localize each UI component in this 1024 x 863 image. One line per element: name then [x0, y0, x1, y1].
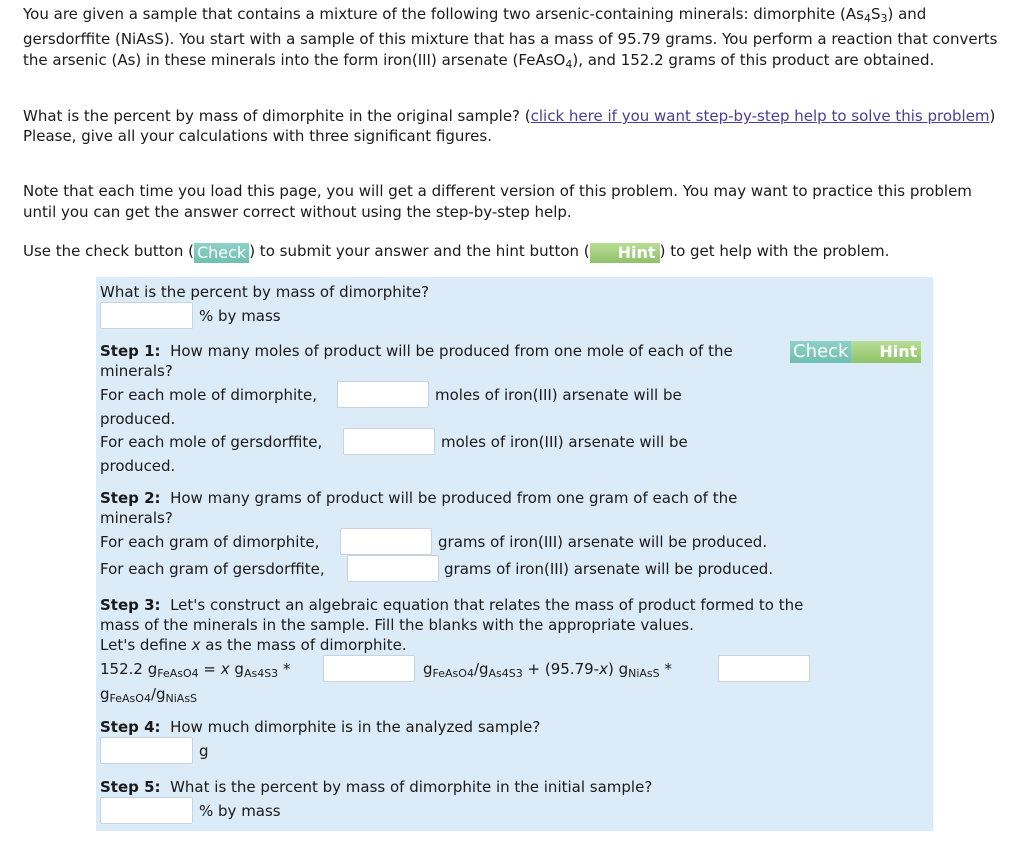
step1-row2-suffix: moles of iron(III) arsenate will be [441, 433, 688, 451]
intro-text-d: ), and 152.2 grams of this product are obtained. [572, 51, 935, 69]
step1-row1-end: produced. [100, 410, 176, 428]
problem-statement [23, 4, 1008, 75]
step5-text: What is the percent by mass of dimorphite in the initial sample? [170, 778, 653, 796]
step1-text: How many moles of product will be produced from one mole of each of the [170, 342, 733, 360]
button-instructions [23, 239, 1008, 263]
eq-g: g [229, 660, 244, 678]
step2-row2-label: For each gram of gersdorffite, [100, 560, 325, 578]
subscript: FeAsO4 [432, 667, 474, 680]
gersdorffite-grams-input[interactable] [347, 555, 439, 582]
step5-percent-input[interactable] [100, 797, 193, 824]
eq-product-mass: 152.2 g [100, 660, 158, 678]
step1-heading [100, 341, 733, 361]
practice-note [23, 181, 1008, 223]
hint-button[interactable]: Hint [851, 341, 921, 363]
variable-x: x [191, 636, 201, 654]
variable-x: x [599, 660, 608, 678]
step1-row2-end: produced. [100, 457, 176, 475]
step1-row2-label: For each mole of gersdorffite, [100, 433, 323, 451]
usebar-text-c: ) to get help with the problem. [659, 242, 890, 260]
eq-g: g [100, 685, 110, 703]
step1-row1-suffix: moles of iron(III) arsenate will be [435, 386, 682, 404]
gersdorffite-factor-input[interactable] [718, 655, 810, 682]
step5-unit: % by mass [199, 802, 281, 820]
dimorphite-mass-input[interactable] [100, 737, 193, 764]
step3-define-end: as the mass of dimorphite. [200, 636, 407, 654]
eq-g: ) g [607, 660, 629, 678]
subscript: 4 [565, 58, 573, 71]
step4-label: Step 4: [100, 718, 161, 736]
step3-heading [100, 595, 803, 615]
variable-x: x [220, 660, 230, 678]
intro-text-b: S [870, 5, 881, 23]
eq-g: g [423, 660, 433, 678]
step3-text3 [100, 635, 407, 655]
step5-heading [100, 777, 652, 797]
dimorphite-factor-input[interactable] [323, 655, 415, 682]
step4-text: How much dimorphite is in the analyzed sample? [170, 718, 541, 736]
eq-equals: = [198, 660, 221, 678]
eq-per-g: /g [473, 660, 489, 678]
eq-times: * [278, 660, 291, 678]
step2-text: How many grams of product will be produced from one gram of each of the [170, 489, 738, 507]
step2-heading [100, 488, 737, 508]
question-text: What is the percent by mass of dimorphite in the original sample? ( [23, 107, 531, 125]
note-text: Note that each time you load this page, you will get a different version of this problem. You may want to practice this problem until you can get the answer correct without using the step-by-step help. [23, 182, 972, 221]
question-block [23, 106, 1008, 146]
subscript: 4 [863, 12, 871, 25]
gersdorffite-moles-input[interactable] [343, 428, 435, 455]
sample-hint-button: Hint [590, 243, 660, 263]
step-by-step-help-link[interactable]: click here if you want step-by-step help to solve this problem [530, 107, 990, 125]
equation-left [100, 659, 290, 684]
equation-unit [100, 684, 197, 709]
sample-check-button: Check [194, 243, 249, 263]
eq-times: * [659, 660, 672, 678]
percent-answer-input[interactable] [100, 302, 193, 329]
step1-buttons [790, 341, 921, 363]
check-button[interactable]: Check [790, 341, 851, 363]
subscript: FeAsO4 [109, 692, 151, 705]
step1-row1-label: For each mole of dimorphite, [100, 386, 318, 404]
sigfig-instruction: Please, give all your calculations with three significant figures. [23, 127, 492, 145]
subscript: FeAsO4 [157, 667, 199, 680]
step2-text2: minerals? [100, 509, 173, 527]
step1-label: Step 1: [100, 342, 161, 360]
usebar-text-a: Use the check button ( [23, 242, 194, 260]
subscript: 3 [880, 12, 888, 25]
dimorphite-moles-input[interactable] [337, 381, 429, 408]
step4-heading [100, 717, 540, 737]
step1-text2: minerals? [100, 362, 173, 380]
main-question: What is the percent by mass of dimorphite? [100, 283, 430, 301]
subscript: NiAsS [628, 667, 660, 680]
step4-unit: g [199, 742, 209, 760]
step3-define: Let's define [100, 636, 192, 654]
percent-unit: % by mass [199, 307, 281, 325]
eq-per-g: /g [150, 685, 166, 703]
eq-plus: + (95.79- [522, 660, 600, 678]
equation-middle [423, 659, 672, 684]
step2-row1-suffix: grams of iron(III) arsenate will be produced. [438, 533, 768, 551]
step5-label: Step 5: [100, 778, 161, 796]
dimorphite-grams-input[interactable] [340, 528, 432, 555]
usebar-text-b: ) to submit your answer and the hint button ( [249, 242, 590, 260]
intro-text-a: You are given a sample that contains a mixture of the following two arsenic-containing minerals: dimorphite (As [23, 5, 864, 23]
question-close: ) [989, 107, 996, 125]
intro-text-c: ) and gersdorffite (NiAsS). You start with a sample of this mixture that has a mass of 95.79 grams. You perform a reaction that converts the arsenic (As) in these minerals into the form iron(III) arsenate (FeAsO [23, 5, 998, 69]
step3-text2: mass of the minerals in the sample. Fill the blanks with the appropriate values. [100, 616, 694, 634]
step2-label: Step 2: [100, 489, 161, 507]
step3-label: Step 3: [100, 596, 161, 614]
step3-text: Let's construct an algebraic equation that relates the mass of product formed to the [170, 596, 804, 614]
step2-row2-suffix: grams of iron(III) arsenate will be produced. [444, 560, 774, 578]
subscript: As4S3 [488, 667, 523, 680]
step2-row1-label: For each gram of dimorphite, [100, 533, 320, 551]
subscript: As4S3 [243, 667, 279, 680]
subscript: NiAsS [165, 692, 198, 705]
